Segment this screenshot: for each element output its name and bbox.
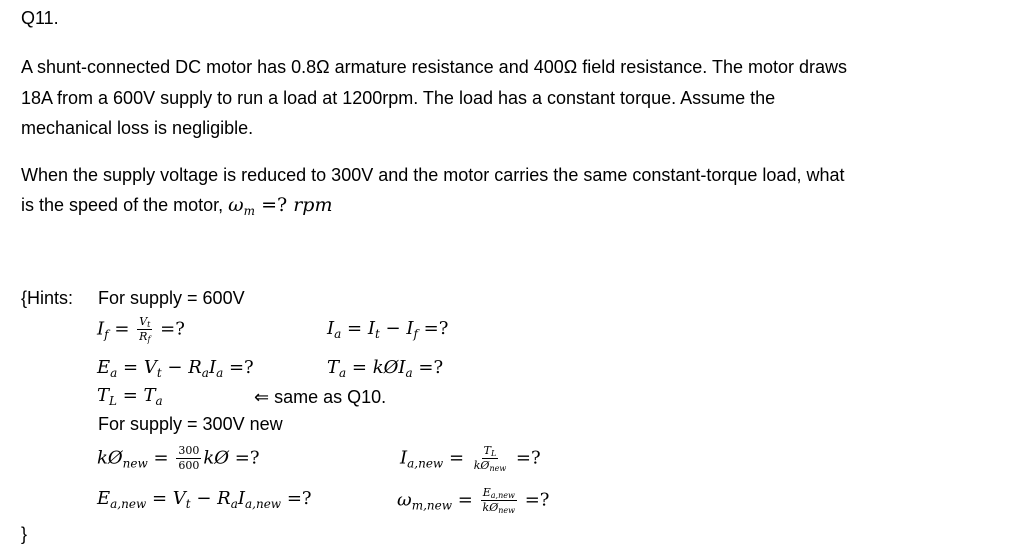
question-paragraph-line-1: A shunt-connected DC motor has 0.8Ω armature resistance and 400Ω field resistance. The motor draws xyxy=(21,57,847,77)
voltage-ratio-fraction xyxy=(176,445,201,472)
field-current-formula: $I_f$ = $\frac{V_t}{R_f}$ =? xyxy=(97,315,185,344)
question-paragraph2-line-1: When the supply voltage is reduced to 300V and the motor carries the same constant-torque load, what xyxy=(21,165,845,185)
armature-current-formula: $I_a = I_t - I_f$ =? xyxy=(327,318,449,341)
question-paragraph-line-3: mechanical loss is negligible. xyxy=(21,118,254,138)
ratio-numerator: 300 xyxy=(178,444,200,457)
back-emf-formula: $E_a = V_t - R_aI_a$ =? xyxy=(97,357,254,380)
same-as-q10-note: ⇐ same as Q10. xyxy=(254,387,387,407)
ratio-denominator: 600 xyxy=(178,459,200,472)
question-paragraph2-line-2 xyxy=(21,194,332,216)
supply-300v-heading: For supply = 300V new xyxy=(98,414,283,434)
new-armature-current-formula: $I_{a,new}$ = $\frac{T_L}{kØ_{new}}$ =? xyxy=(400,444,541,473)
hints-label: {Hints: xyxy=(21,288,74,308)
question-speed-prefix: is the speed of the motor, xyxy=(21,195,229,215)
new-flux-formula: $kØ_{new}$ = $\frac{300}{600}$ kØ =? xyxy=(97,444,260,472)
question-paragraph-line-2: 18A from a 600V supply to run a load at 1200rpm. The load has a constant torque. Assume the xyxy=(21,88,776,108)
new-speed-formula: $\omega_{m,new}$ = $\frac{E_{a,new}}{kØ_{new}}$ =? xyxy=(397,486,550,515)
supply-600v-heading: For supply = 600V xyxy=(98,288,245,308)
vt-over-rf-fraction: $\frac{V_t}{R_f}$ xyxy=(139,315,151,344)
question-number: Q11. xyxy=(21,8,59,28)
tl-over-kphi-fraction: $\frac{T_L}{kØ_{new}}$ xyxy=(473,444,507,473)
hints-close-brace: } xyxy=(21,524,28,544)
speed-formula: $\omega_m$ =? rpm xyxy=(228,194,333,218)
torque-equality-formula: $T_L = T_a$ xyxy=(97,385,163,408)
new-back-emf-formula: $E_{a,new} = V_t - R_aI_{a,new}$ =? xyxy=(97,488,312,511)
ea-over-kphi-fraction: $\frac{E_{a,new}}{kØ_{new}}$ xyxy=(482,486,515,515)
armature-torque-formula: $T_a$ = kØI$_a$ =? xyxy=(327,357,444,380)
